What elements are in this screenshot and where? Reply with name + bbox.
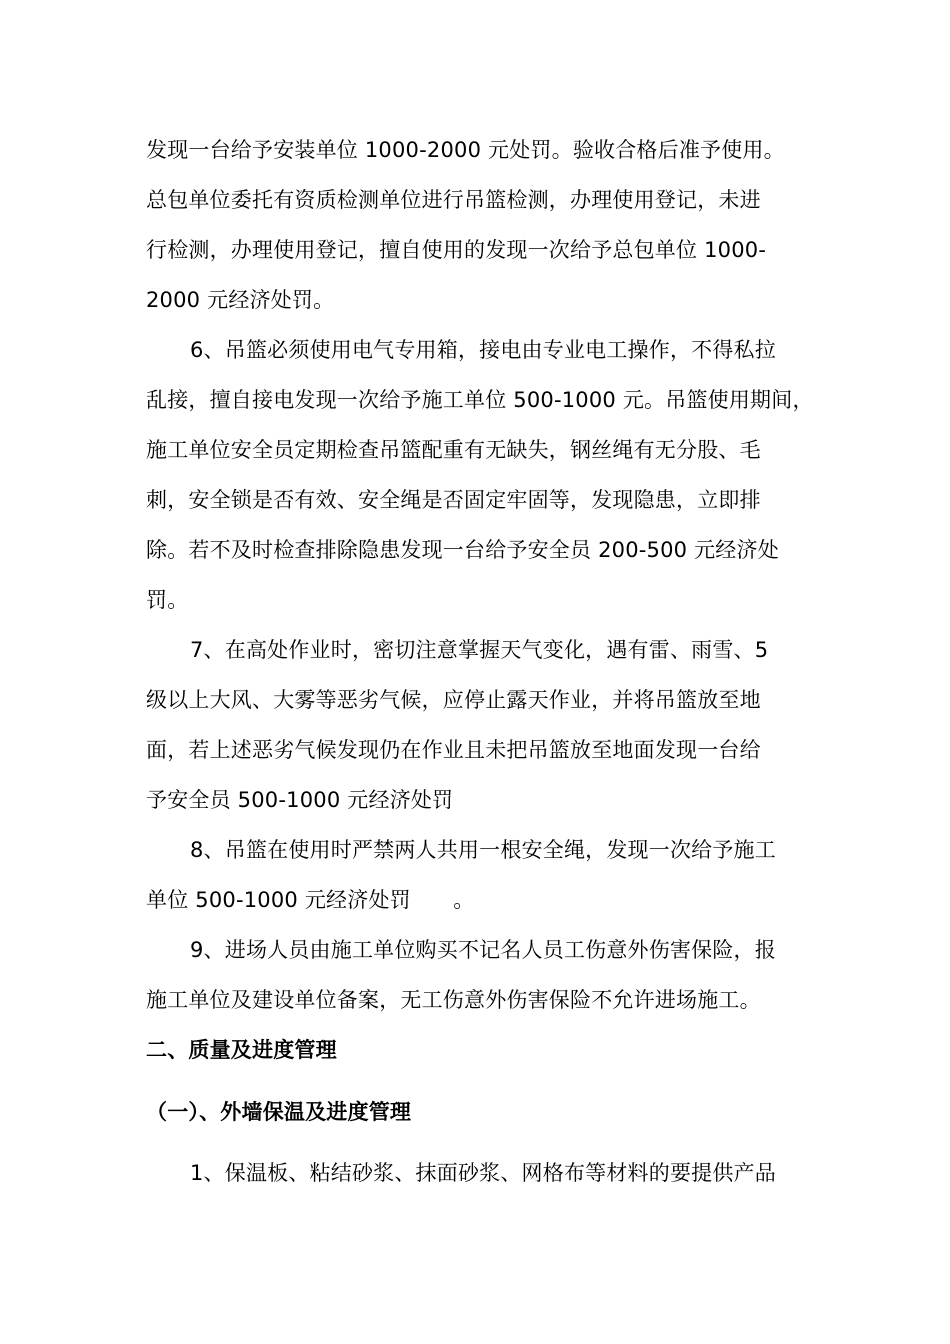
paragraph-line: 刺，安全锁是否有效、安全绳是否固定牢固等，发现隐患，立即排	[146, 488, 761, 512]
paragraph-line: 8、吊篮在使用时严禁两人共用一根安全绳，发现一次给予施工	[190, 838, 776, 862]
paragraph-line: 施工单位及建设单位备案，无工伤意外伤害保险不允许进场施工。	[146, 988, 761, 1012]
paragraph-line: 9、进场人员由施工单位购买不记名人员工伤意外伤害保险，报	[190, 938, 776, 962]
section-heading: 二、质量及进度管理	[146, 1038, 337, 1062]
paragraph-line: 7、在高处作业时，密切注意掌握天气变化，遇有雷、雨雪、5	[190, 638, 769, 662]
paragraph-line: 总包单位委托有资质检测单位进行吊篮检测，办理使用登记，未进	[146, 188, 761, 212]
paragraph-line: 单位 500-1000 元经济处罚 。	[146, 888, 475, 912]
paragraph-line: 2000 元经济处罚。	[146, 288, 335, 312]
paragraph-line: 予安全员 500-1000 元经济处罚	[146, 788, 454, 812]
paragraph-line: 除。若不及时检查排除隐患发现一台给予安全员 200-500 元经济处	[146, 538, 779, 562]
paragraph-line: 乱接，擅自接电发现一次给予施工单位 500-1000 元。吊篮使用期间，	[146, 388, 814, 412]
paragraph-line: 级以上大风、大雾等恶劣气候，应停止露天作业，并将吊篮放至地	[146, 688, 761, 712]
paragraph-line: 6、吊篮必须使用电气专用箱，接电由专业电工操作，不得私拉	[190, 338, 776, 362]
paragraph-line: 面，若上述恶劣气候发现仍在作业且未把吊篮放至地面发现一台给	[146, 738, 761, 762]
paragraph-line: 行检测，办理使用登记，擅自使用的发现一次给予总包单位 1000-	[146, 238, 767, 262]
paragraph-line: 罚。	[146, 588, 189, 612]
paragraph-line: 施工单位安全员定期检查吊篮配重有无缺失，钢丝绳有无分股、毛	[146, 438, 761, 462]
subsection-heading: （一）、外墙保温及进度管理	[146, 1100, 412, 1124]
paragraph-line: 1、保温板、粘结砂浆、抹面砂浆、网格布等材料的要提供产品	[190, 1161, 776, 1185]
paragraph-line: 发现一台给予安装单位 1000-2000 元处罚。验收合格后准予使用。	[146, 138, 785, 162]
